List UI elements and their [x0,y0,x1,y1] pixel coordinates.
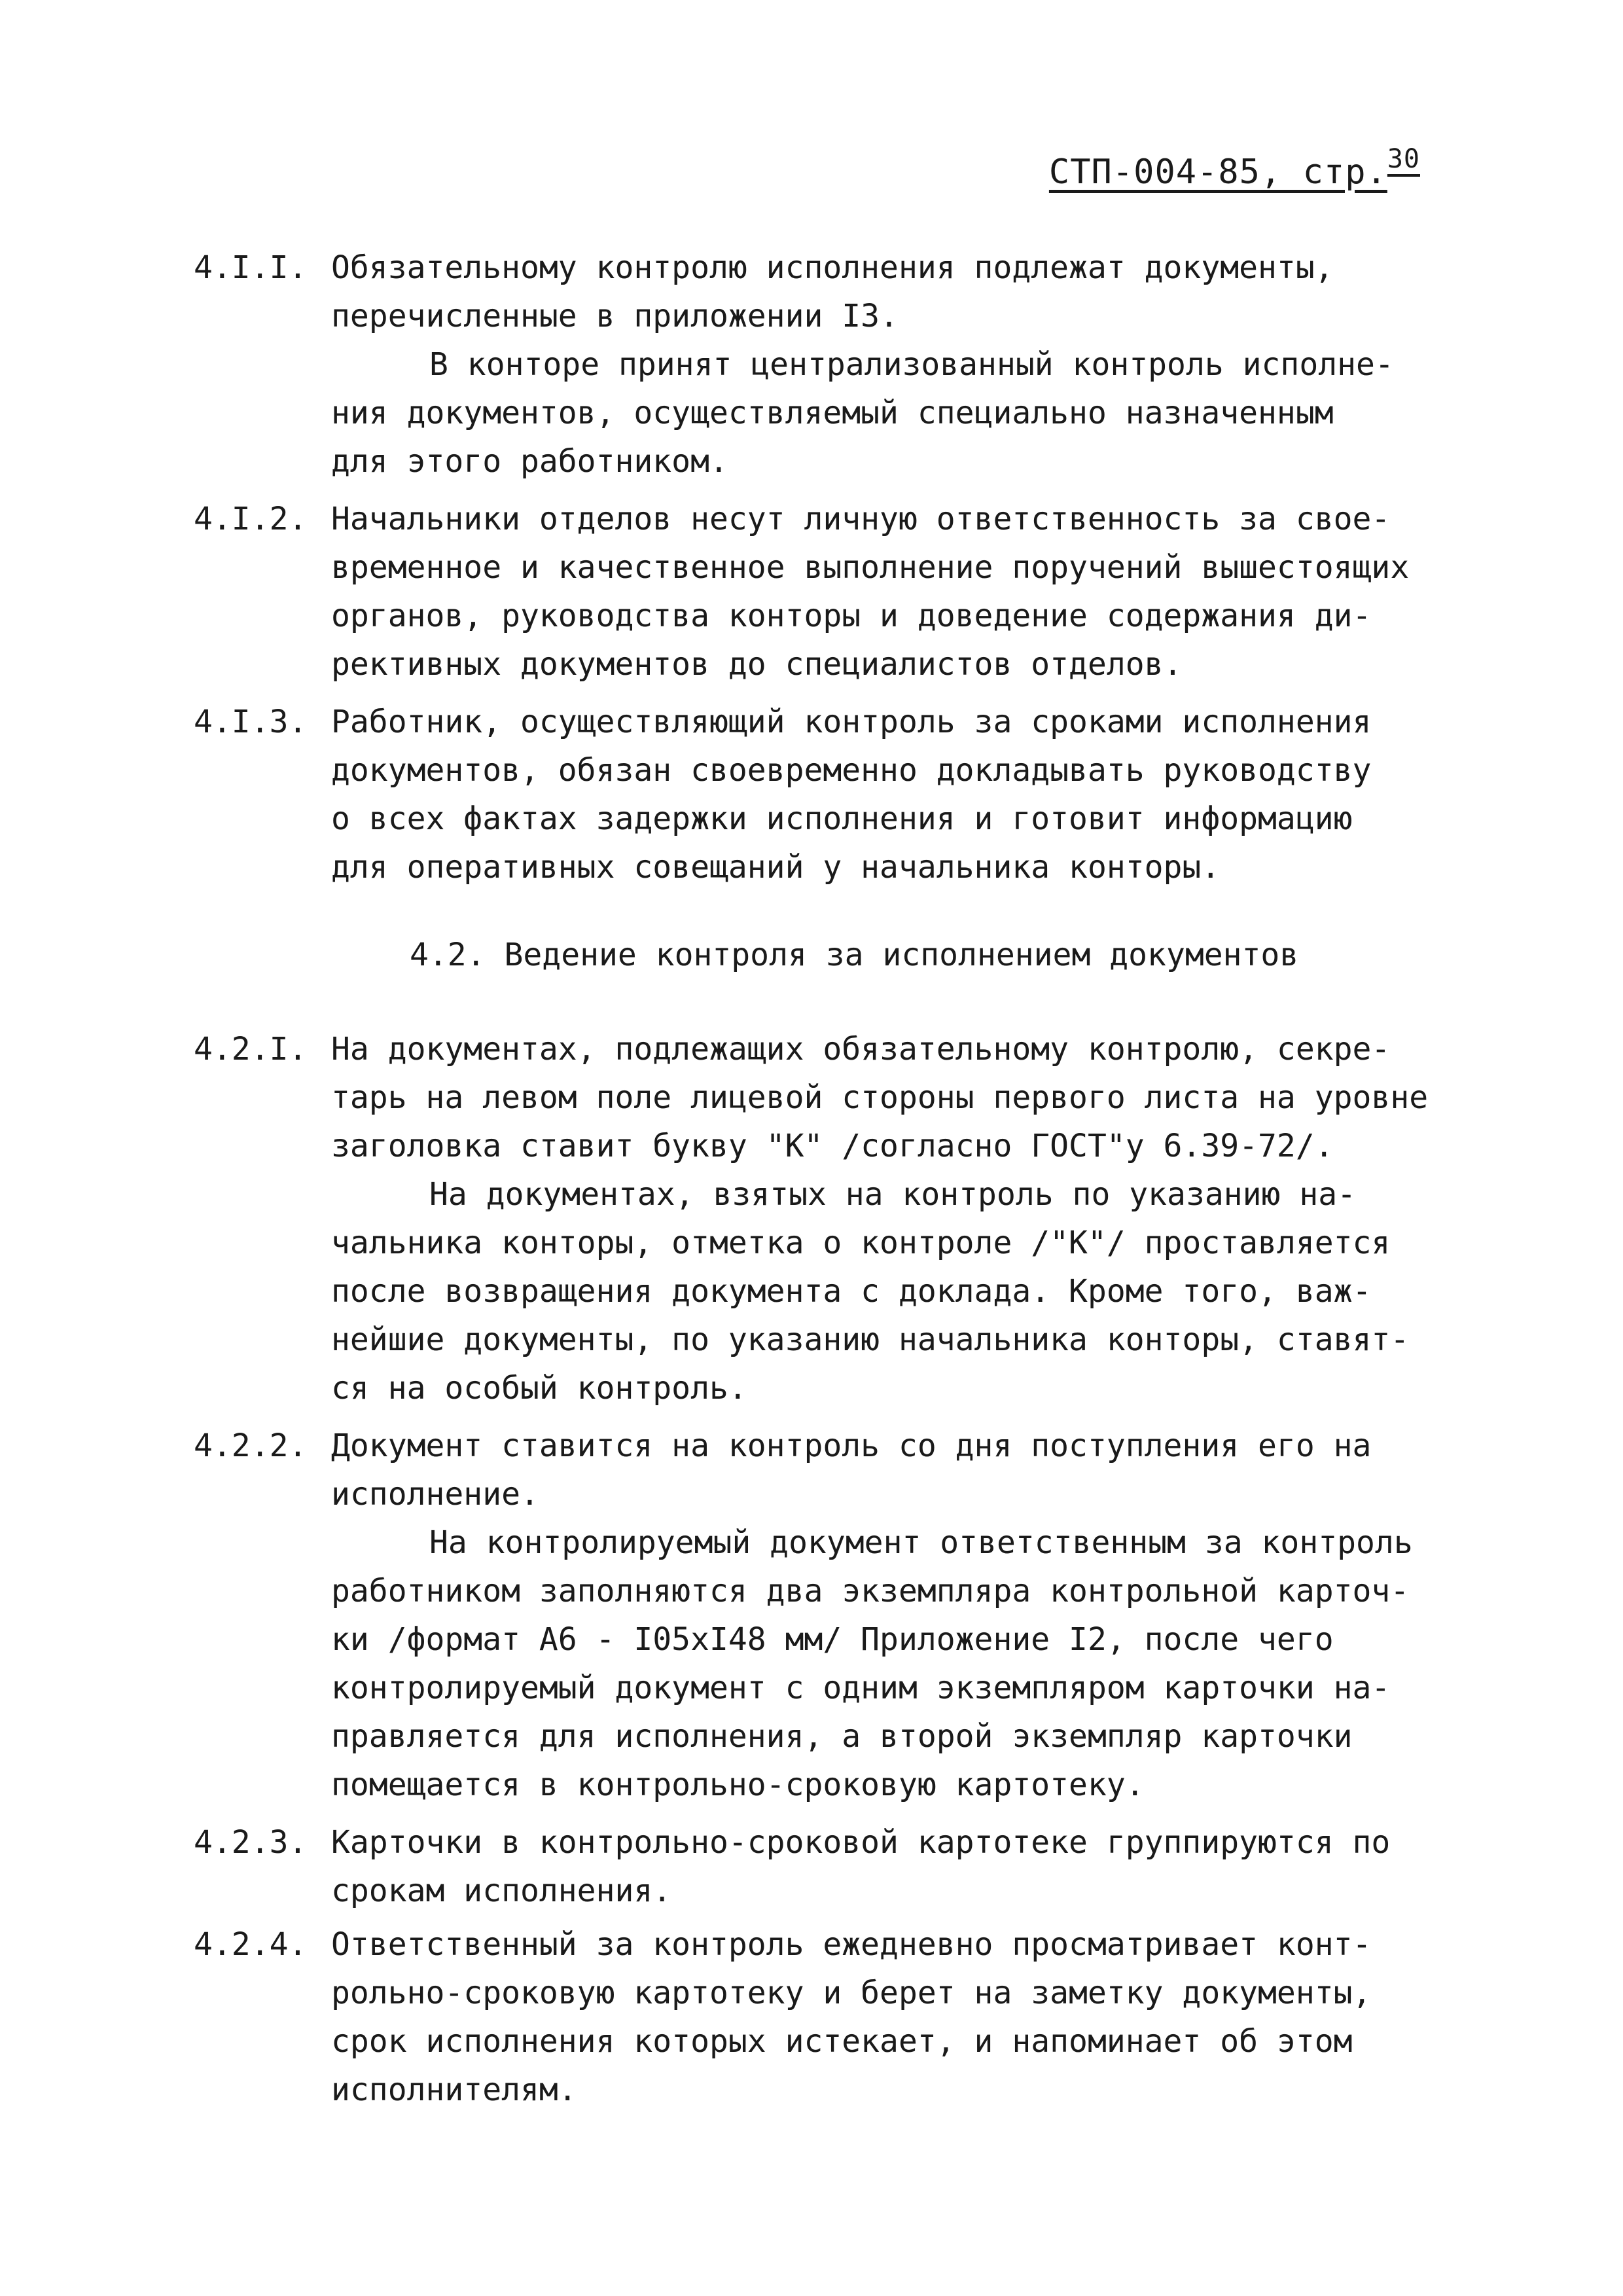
clause-number: 4.2.2. [194,1427,308,1464]
section-heading: 4.2. Ведение контроля за исполнением документов [410,937,1299,973]
clause-text: Карточки в контрольно-сроковой картотеке группируются по срокам исполнения. [331,1824,1391,1909]
clause-paragraph [194,340,1489,486]
paragraph-line: нейшие документы, по указанию начальника конторы, ставят- [331,1321,1410,1358]
paragraph-line: ся на особый контроль. [331,1370,747,1407]
document-code: СТП-004-85 [1048,152,1260,192]
clause-text: Обязательному контролю исполнения подлежат документы, перечисленные в приложении I3. [331,249,1334,334]
clause-text: Работник, осуществляющий контроль за сроками исполнения документов, обязан своевременно докладывать руководству о всех фактах задержки исполнения и готовит информацию для оперативных совещаний у начальника конторы. [331,704,1372,886]
clause-number: 4.I.2. [194,501,308,537]
paragraph-line: правляется для исполнения, а второй экземпляр карточки [331,1718,1353,1755]
clause-text: Ответственный за контроль ежедневно просматривает конт- рольно-сроковую картотеку и берет на заметку документы, срок исполнения которых истекает, и напоминает об этом исполнителям. [331,1926,1372,2108]
clause-number: 4.2.3. [194,1824,308,1861]
clause-number: 4.2.I. [194,1031,308,1067]
document-body [194,243,1489,2114]
clause-number: 4.I.I. [194,249,308,286]
paragraph-line: чальника конторы, отметка о контроле /"К"/ проставляется [331,1225,1391,1261]
paragraph-line: На документах, взятых на контроль по указанию на- [429,1176,1357,1213]
clause-number: 4.2.4. [194,1926,308,1963]
page-header [1049,135,1420,196]
clause-4-2-3 [194,1818,1489,1915]
page-label: , стр. [1260,152,1387,192]
clause-4-1-3 [194,698,1489,891]
paragraph-line: В конторе принят централизованный контроль исполне- [429,346,1394,383]
clause-text: Документ ставится на контроль со дня поступления его на исполнение. [331,1427,1372,1513]
paragraph-line: ния документов, осуществляемый специально назначенным [331,395,1334,431]
clause-4-2-2 [194,1422,1489,1518]
page-number: 30 [1387,144,1420,174]
clause-number: 4.I.3. [194,704,308,740]
clause-4-2-1 [194,1025,1489,1170]
paragraph-line: контролируемый документ с одним экземпляром карточки на- [331,1670,1391,1706]
clause-text: Начальники отделов несут личную ответственность за свое- временное и качественное выполнение поручений вышестоящих органов, руководства конторы и доведение содержания ди- рективных документов до специалистов отделов. [331,501,1410,683]
paragraph-line: для этого работником. [331,443,728,480]
clause-4-1-1 [194,243,1489,340]
paragraph-line: работником заполняются два экземпляра контрольной карточ- [331,1573,1410,1609]
paragraph-line: ки /формат А6 - I05хI48 мм/ Приложение I2, после чего [331,1621,1334,1658]
clause-4-2-4 [194,1920,1489,2114]
paragraph-line: На контролируемый документ ответственным за контроль [429,1524,1413,1561]
clause-paragraph [194,1170,1489,1412]
clause-4-1-2 [194,495,1489,689]
clause-text: На документах, подлежащих обязательному контролю, секре- тарь на левом поле лицевой стороны первого листа на уровне заголовка ставит букву "К" /согласно ГОСТ"у 6.39-72/. [331,1031,1429,1164]
paragraph-line: после возвращения документа с доклада. Кроме того, важ- [331,1273,1372,1310]
clause-paragraph [194,1518,1489,1809]
paragraph-line: помещается в контрольно-сроковую картотеку. [331,1767,1145,1803]
